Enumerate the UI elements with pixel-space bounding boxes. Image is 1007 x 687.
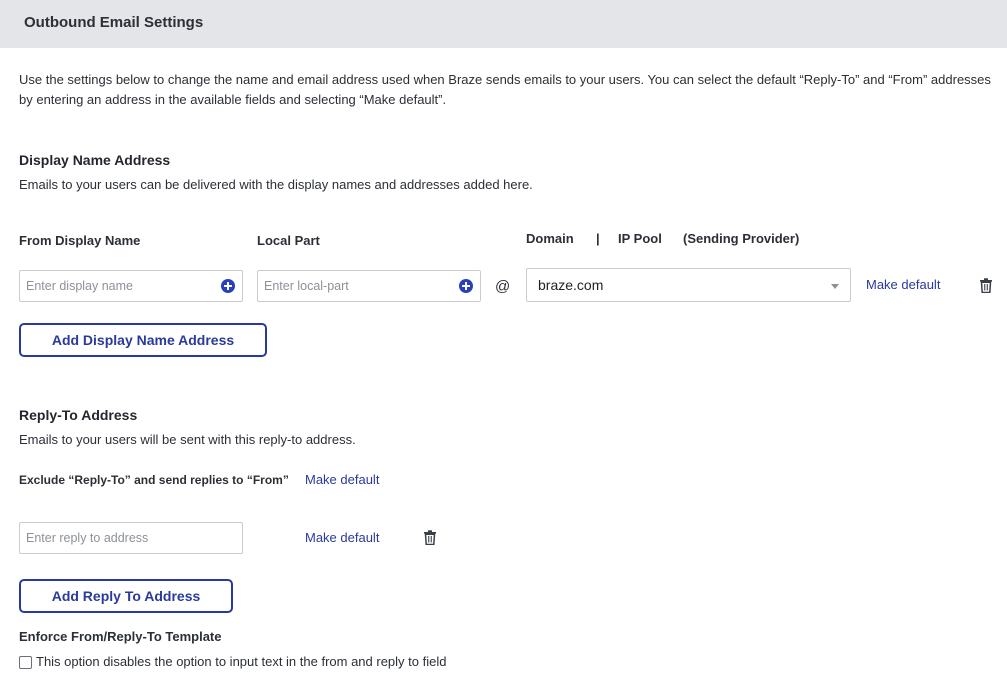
add-display-name-address-button[interactable]: Add Display Name Address (19, 323, 267, 357)
local-part-label: Local Part (257, 233, 320, 248)
local-part-input[interactable] (257, 270, 481, 302)
domain-select-value: braze.com (538, 277, 604, 293)
exclude-reply-to-label: Exclude “Reply-To” and send replies to “From” (19, 473, 289, 487)
reply-section-description: Emails to your users will be sent with this reply-to address. (19, 432, 356, 447)
trash-icon[interactable] (423, 530, 437, 545)
page-title: Outbound Email Settings (24, 14, 204, 31)
display-make-default-link[interactable]: Make default (866, 277, 941, 292)
plus-circle-icon[interactable] (459, 279, 473, 293)
reply-make-default-link[interactable]: Make default (305, 530, 380, 545)
sending-provider-label: (Sending Provider) (683, 231, 800, 246)
display-section-title: Display Name Address (19, 152, 171, 168)
ip-pool-label: IP Pool (618, 231, 662, 246)
reply-to-input[interactable] (19, 522, 243, 554)
enforce-template-title: Enforce From/Reply-To Template (19, 629, 222, 644)
local-part-placeholder: Enter local-part (264, 279, 349, 293)
display-name-placeholder: Enter display name (26, 279, 134, 293)
display-name-input[interactable] (19, 270, 243, 302)
intro-text: Use the settings below to change the name and email address used when Braze sends emails to your users. You can select the default “Reply-To” and “From” addresses by entering an address in the available fields and selecting “Make default”. (19, 72, 991, 107)
plus-circle-icon[interactable] (221, 279, 235, 293)
domain-select[interactable] (526, 268, 851, 302)
reply-section-title: Reply-To Address (19, 407, 138, 423)
add-reply-to-address-button[interactable]: Add Reply To Address (19, 579, 233, 613)
enforce-template-checkbox[interactable] (19, 656, 32, 669)
page-header (0, 0, 1007, 48)
enforce-template-description: This option disables the option to input text in the from and reply to field (36, 654, 447, 669)
at-symbol: @ (495, 278, 511, 295)
chevron-down-icon (831, 284, 839, 289)
display-section-description: Emails to your users can be delivered with the display names and addresses added here. (19, 177, 533, 192)
from-display-name-label: From Display Name (19, 233, 141, 248)
domain-label: Domain (526, 231, 574, 246)
column-separator: | (596, 231, 600, 246)
reply-to-placeholder: Enter reply to address (26, 531, 149, 545)
exclude-make-default-link[interactable]: Make default (305, 472, 380, 487)
trash-icon[interactable] (979, 278, 993, 293)
